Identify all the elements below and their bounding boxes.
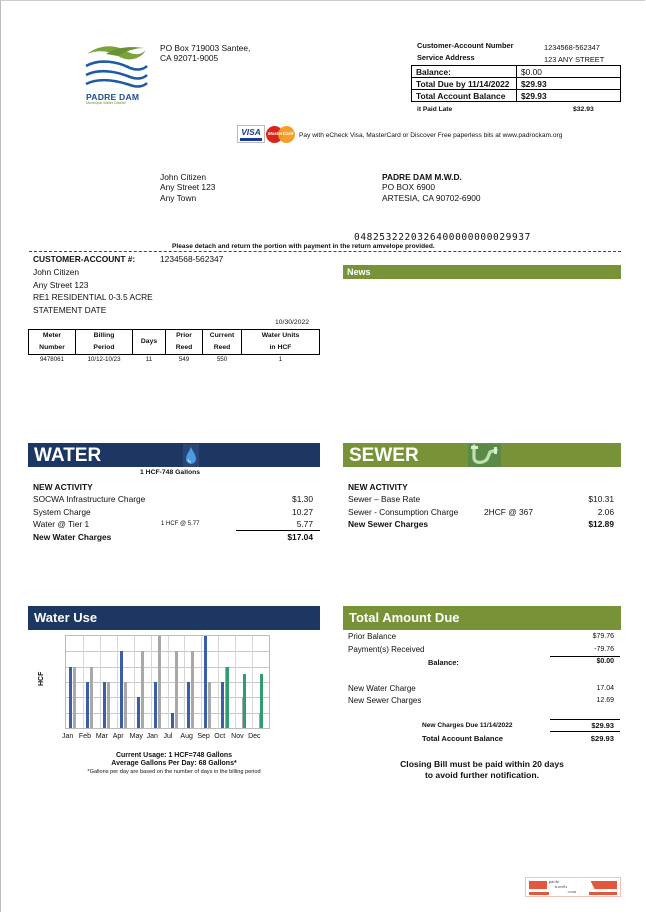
summary-label: Total Due by 11/14/2022 bbox=[412, 78, 517, 90]
return-address-line: PO Box 719003 Santee, bbox=[160, 43, 251, 53]
average-gallons: Average Gallons Per Day: 68 Gallons* bbox=[111, 760, 237, 767]
water-charge-amount: 10.27 bbox=[292, 507, 313, 517]
prior-reed: 549 bbox=[178, 356, 190, 363]
sewer-total-label: New Sewer Charges bbox=[348, 519, 429, 529]
chart-bar bbox=[243, 674, 246, 728]
chart-bar bbox=[221, 682, 224, 728]
return-address bbox=[160, 43, 250, 64]
summary-label: Total Account Balance bbox=[412, 90, 517, 102]
account-street: Any Street 123 bbox=[33, 280, 89, 290]
utility-logo-name: PADRE DAM bbox=[86, 92, 140, 102]
mastercard-text: MasterCard bbox=[268, 131, 294, 136]
mastercard-logo-icon bbox=[266, 126, 296, 143]
late-label: it Paid Late bbox=[417, 106, 453, 113]
pipe-icon bbox=[468, 444, 501, 467]
chart-vgridline bbox=[252, 636, 253, 728]
chart-x-tick: Mar bbox=[95, 733, 108, 740]
customer-name: John Citizen bbox=[160, 172, 207, 182]
days: 11 bbox=[145, 356, 153, 363]
summary-value: $0.00 bbox=[517, 66, 621, 78]
chart-x-tick: May bbox=[129, 733, 143, 740]
meter-header-row bbox=[29, 330, 320, 355]
remit-line: ARTESIA, CA 90702-6900 bbox=[382, 192, 481, 203]
prior-balance: $79.76 bbox=[592, 633, 614, 640]
water-total: $17.04 bbox=[287, 532, 313, 542]
new-charges-due: $29.93 bbox=[591, 721, 614, 730]
chart-x-tick: Feb bbox=[78, 733, 91, 740]
statement-date: 10/30/2022 bbox=[275, 319, 310, 326]
col-meter-number: Meter Number bbox=[29, 330, 76, 355]
sewer-charge-amount: 2.06 bbox=[597, 507, 614, 517]
service-address-value: 123 ANY STREET bbox=[544, 55, 605, 64]
chart-x-tick: Jul bbox=[163, 733, 173, 740]
chart-vgridline bbox=[100, 636, 101, 728]
chart-bar bbox=[226, 667, 229, 728]
chart-x-tick: Dec bbox=[248, 733, 261, 740]
water-total-rule bbox=[236, 530, 320, 531]
remit-address bbox=[382, 172, 481, 203]
table-row bbox=[29, 355, 320, 365]
new-water-value: 17.04 bbox=[596, 685, 614, 692]
detach-line bbox=[29, 251, 621, 252]
chart-bar bbox=[204, 636, 207, 728]
new-water-label: New Water Charge bbox=[348, 684, 416, 693]
payment-info-text: Pay with eCheck Visa, MasterCard or Discover Free paperless bils at www.padrockam.org bbox=[299, 132, 563, 139]
chart-bar bbox=[171, 713, 174, 728]
chart-vgridline bbox=[151, 636, 152, 728]
visa-logo-icon bbox=[237, 125, 265, 143]
total-account-balance: $29.93 bbox=[590, 734, 614, 743]
gallons-footnote: *Gallons per day are based on the number of days in the billing period bbox=[87, 769, 261, 775]
visa-text: VISA bbox=[241, 127, 261, 137]
chart-vgridline bbox=[134, 636, 135, 728]
remit-name: PADRE DAM M.W.D. bbox=[382, 172, 462, 182]
new-sewer-value: 12.69 bbox=[596, 697, 614, 704]
chart-vgridline bbox=[184, 636, 185, 728]
water-total-label: New Water Charges bbox=[33, 532, 112, 542]
sewer-total: $12.89 bbox=[588, 519, 614, 529]
customer-address bbox=[160, 172, 215, 203]
chart-y-axis-label: HCF bbox=[38, 671, 45, 686]
statement-date-label: STATEMENT DATE bbox=[33, 305, 107, 315]
new-charges-due-label: New Charges Due 11/14/2022 bbox=[422, 722, 513, 729]
water-charge-row bbox=[33, 494, 145, 504]
balance-value: $0.00 bbox=[596, 658, 614, 665]
water-conversion: 1 HCF-748 Gallons bbox=[140, 469, 201, 476]
chart-vgridline bbox=[168, 636, 169, 728]
col-prior-reed: Prior Reed bbox=[166, 330, 203, 355]
service-address-label: Service Address bbox=[417, 53, 475, 62]
sewer-activity-label: NEW ACTIVITY bbox=[348, 482, 408, 492]
chart-x-tick: Nov bbox=[231, 733, 244, 740]
account-label: CUSTOMER-ACCOUNT #: bbox=[33, 254, 136, 264]
total-account-balance-label: Total Account Balance bbox=[422, 734, 504, 743]
chart-vgridline bbox=[218, 636, 219, 728]
chart-bar bbox=[107, 682, 110, 728]
water-header bbox=[28, 443, 320, 467]
water-drop-icon bbox=[183, 444, 199, 467]
water-title: WATER bbox=[34, 445, 102, 466]
chart-bar bbox=[90, 667, 93, 728]
water-activity-label: NEW ACTIVITY bbox=[33, 482, 93, 492]
chart-bar bbox=[260, 674, 263, 728]
chart-bar bbox=[120, 651, 123, 728]
chart-bar bbox=[187, 682, 190, 728]
water-use-header: Water Use bbox=[28, 606, 320, 630]
chart-x-tick: Apr bbox=[112, 733, 124, 740]
customer-street: Any Street 123 bbox=[160, 182, 216, 193]
footer-watermark-logo bbox=[525, 877, 621, 897]
payments-received: -79.76 bbox=[594, 646, 614, 653]
summary-row bbox=[412, 90, 621, 102]
col-days: Days bbox=[133, 330, 166, 355]
closing-notice bbox=[343, 759, 621, 781]
sewer-charge-label: Sewer - Consumption Charge bbox=[348, 507, 459, 517]
chart-bar bbox=[86, 682, 89, 728]
prior-balance-label: Prior Balance bbox=[348, 632, 397, 641]
payments-label: Payment(s) Received bbox=[348, 645, 425, 654]
footer-logo-text: paolo bbox=[549, 879, 560, 884]
chart-bar bbox=[69, 667, 72, 728]
current-usage: Current Usage: 1 HCF=748 Gallons bbox=[115, 752, 233, 759]
remit-line: PO BOX 6900 bbox=[382, 182, 436, 193]
summary-row bbox=[412, 78, 621, 90]
chart-vgridline bbox=[235, 636, 236, 728]
chart-x-tick: Sep bbox=[197, 733, 210, 740]
chart-x-tick: Jan bbox=[146, 733, 158, 740]
footer-logo-text: .com bbox=[567, 889, 577, 895]
closing-notice-line: to avoid further notification. bbox=[424, 770, 540, 780]
chart-bar bbox=[208, 682, 211, 728]
chart-bar bbox=[191, 651, 194, 728]
chart-bar bbox=[137, 697, 140, 728]
charge-label: SOCWA Infrastructure Charge bbox=[33, 494, 146, 504]
water-use-chart bbox=[65, 635, 270, 729]
footer-logo-text: travels bbox=[555, 884, 568, 890]
return-address-line: CA 92071-9005 bbox=[160, 53, 219, 64]
col-water-units: Water Units in HCF bbox=[242, 330, 320, 355]
chart-x-tick: Oct bbox=[214, 733, 226, 740]
chart-bar bbox=[103, 682, 106, 728]
charge-label: System Charge bbox=[33, 507, 91, 517]
chart-bar bbox=[158, 636, 161, 728]
detach-notice: Please detach and return the portion with payment in the return amvelope provided. bbox=[172, 243, 435, 250]
sewer-charge-detail: 2HCF @ 367 bbox=[484, 507, 533, 517]
water-charge-amount: $1.30 bbox=[292, 494, 313, 504]
chart-bar bbox=[73, 667, 76, 728]
micr-scan-line: 0482532220326400000000029937 bbox=[354, 232, 531, 243]
summary-value: $29.93 bbox=[517, 78, 621, 90]
current-reed: 550 bbox=[216, 356, 228, 363]
summary-label: Balance: bbox=[412, 66, 517, 78]
chart-x-tick: Aug bbox=[180, 733, 193, 740]
chart-vgridline bbox=[117, 636, 118, 728]
sewer-charge-amount: $10.31 bbox=[588, 494, 614, 504]
utility-logo-subtitle: Municipal Water District bbox=[86, 101, 126, 105]
billing-period: 10/12-10/23 bbox=[87, 356, 121, 363]
summary-value: $29.93 bbox=[517, 90, 621, 102]
sewer-title: SEWER bbox=[349, 445, 419, 466]
chart-bar bbox=[154, 682, 157, 728]
summary-row bbox=[412, 66, 621, 78]
col-billing-period: Billing Period bbox=[76, 330, 133, 355]
account-number-value: 1234568-562347 bbox=[544, 43, 600, 52]
balance-rule bbox=[550, 656, 620, 657]
account-number-label: Customer-Account Number bbox=[417, 41, 514, 50]
chart-bar bbox=[124, 682, 127, 728]
new-sewer-label: New Sewer Charges bbox=[348, 696, 422, 705]
customer-town: Any Town bbox=[160, 192, 197, 203]
total-due-header: Total Amount Due bbox=[343, 606, 621, 630]
water-charge-row bbox=[33, 507, 91, 517]
meter-number: 9478061 bbox=[39, 356, 65, 363]
balance-summary-table bbox=[411, 65, 621, 102]
closing-notice-line: Closing Bill must be paid within 20 days bbox=[400, 759, 564, 769]
chart-vgridline bbox=[201, 636, 202, 728]
account-balance-rule bbox=[550, 731, 620, 732]
col-current-reed: Current Reed bbox=[203, 330, 242, 355]
chart-bar bbox=[141, 651, 144, 728]
rate-class: RE1 RESIDENTIAL 0-3.5 ACRE bbox=[33, 292, 153, 302]
water-units: 1 bbox=[278, 356, 283, 363]
water-charge-detail: 1 HCF @ 5.77 bbox=[161, 521, 200, 527]
late-value: $32.93 bbox=[573, 106, 594, 113]
chart-vgridline bbox=[83, 636, 84, 728]
sewer-charge-label: Sewer – Base Rate bbox=[348, 494, 421, 504]
balance-label: Balance: bbox=[428, 658, 459, 667]
meter-reading-table bbox=[28, 329, 320, 364]
news-header: News bbox=[343, 265, 621, 279]
account-name: John Citizen bbox=[33, 267, 80, 277]
account-number: 1234568-562347 bbox=[160, 254, 224, 264]
water-charge-amount: 5.77 bbox=[296, 519, 313, 529]
charge-label: Water @ Tier 1 bbox=[33, 519, 90, 529]
new-due-rule bbox=[550, 719, 620, 720]
water-charge-row bbox=[33, 519, 89, 529]
chart-x-tick: Jan bbox=[62, 733, 74, 740]
chart-bar bbox=[175, 651, 178, 728]
